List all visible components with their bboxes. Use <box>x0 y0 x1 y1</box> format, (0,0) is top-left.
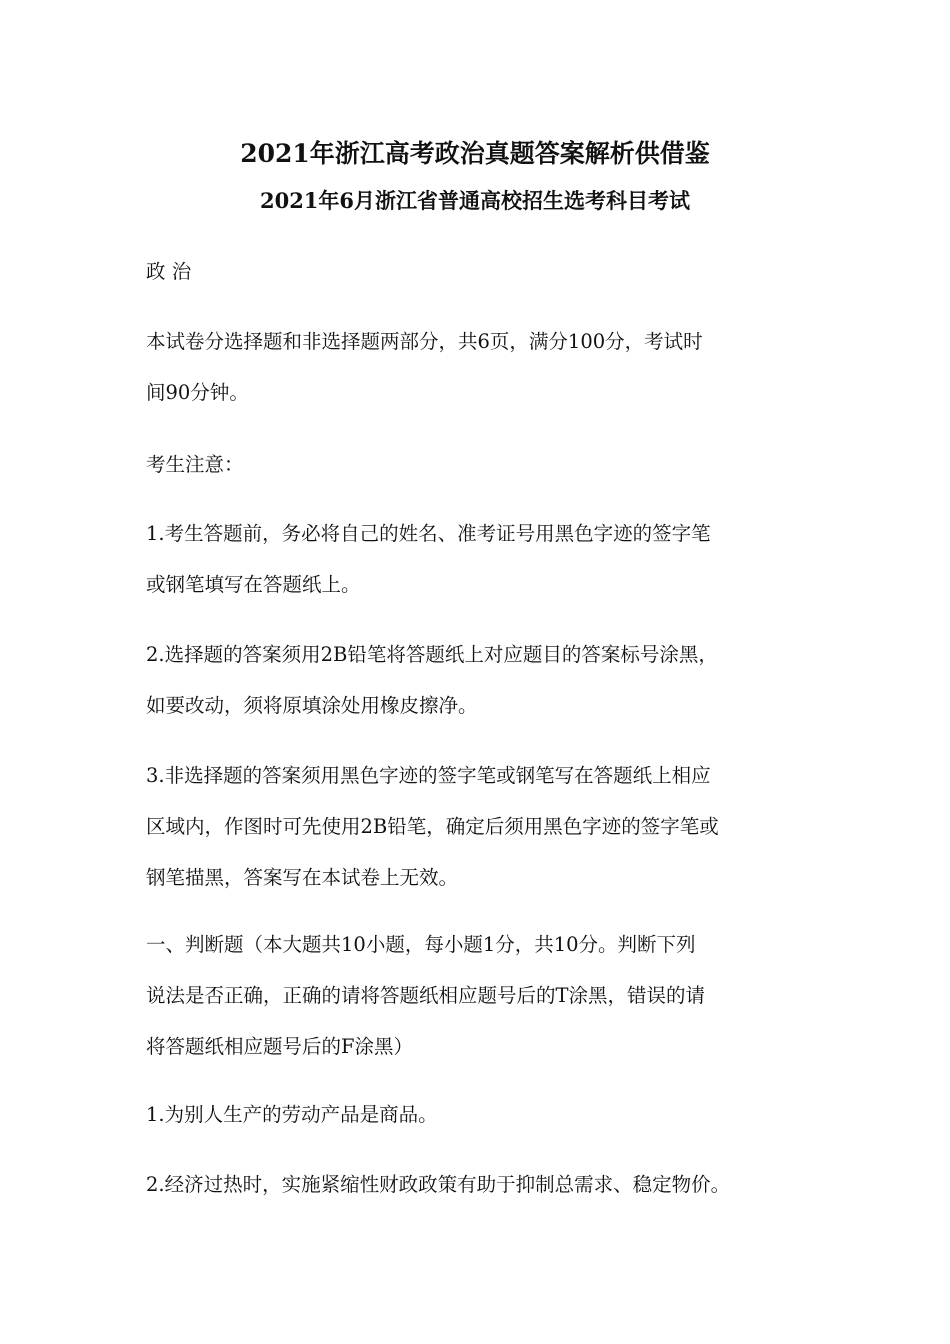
document-subtitle: 2021年6月浙江省普通高校招生选考科目考试 <box>259 188 691 213</box>
notice-line: 2.选择题的答案须用2B铅笔将答题纸上对应题目的答案标号涂黑， <box>146 643 718 666</box>
notice-item-3 <box>146 750 826 903</box>
section-heading <box>146 919 826 1072</box>
notice-line: 如要改动，须将原填涂处用橡皮擦净。 <box>146 694 478 717</box>
section-line: 将答题纸相应题号后的F涂黑） <box>146 1035 414 1058</box>
intro-line: 本试卷分选择题和非选择题两部分，共6页，满分100分，考试时 <box>146 330 703 353</box>
notice-heading: 考生注意： <box>146 453 244 476</box>
intro-line: 间90分钟。 <box>146 381 249 404</box>
notice-line: 3.非选择题的答案须用黑色字迹的签字笔或钢笔写在答题纸上相应 <box>146 764 711 787</box>
notice-line: 或钢笔填写在答题纸上。 <box>146 573 361 596</box>
subject-label: 政 治 <box>146 260 192 283</box>
notice-item-2 <box>146 629 826 731</box>
notice-item-1 <box>146 508 826 610</box>
intro-paragraph <box>146 316 826 418</box>
question-1: 1.为别人生产的劳动产品是商品。 <box>146 1103 438 1126</box>
notice-line: 钢笔描黑，答案写在本试卷上无效。 <box>146 866 459 889</box>
notice-line: 1.考生答题前，务必将自己的姓名、准考证号用黑色字迹的签字笔 <box>146 522 711 545</box>
question-2: 2.经济过热时，实施紧缩性财政政策有助于抑制总需求、稳定物价。 <box>146 1173 731 1196</box>
notice-line: 区域内，作图时可先使用2B铅笔，确定后须用黑色字迹的签字笔或 <box>146 815 719 838</box>
section-line: 一、判断题（本大题共10小题，每小题1分，共10分。判断下列 <box>146 933 696 956</box>
section-line: 说法是否正确，正确的请将答题纸相应题号后的T涂黑，错误的请 <box>146 984 706 1007</box>
document-title: 2021年浙江高考政治真题答案解析供借鉴 <box>240 139 710 168</box>
